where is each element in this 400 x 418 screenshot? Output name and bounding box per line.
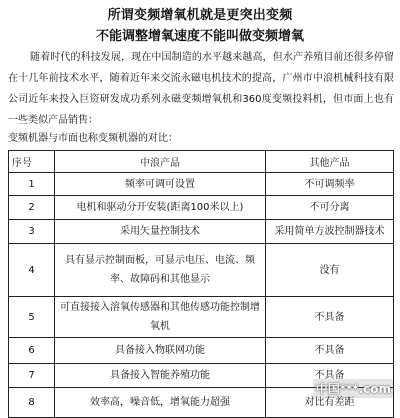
header-ours: 中浪产品 xyxy=(55,151,266,173)
table-row xyxy=(9,196,394,220)
row-index: 5 xyxy=(9,297,55,338)
comparison-intro: 变频机器与市面也称变频机器的对比： xyxy=(8,133,178,144)
ours-cell: 可直接接入溶氧传感器和其他传感功能控制增氧机 xyxy=(55,297,266,338)
row-index: 4 xyxy=(9,244,55,297)
theirs-cell: 不可分离 xyxy=(266,196,394,220)
theirs-cell: 不具备 xyxy=(266,297,394,338)
theirs-cell: 不具备 xyxy=(266,338,394,364)
site-watermark: 中国***.com xyxy=(313,379,394,398)
ours-cell: 效率高，噪音低，增氧能力超强 xyxy=(55,388,266,418)
theirs-cell: 不具备 xyxy=(266,364,394,388)
ours-cell: 采用矢量控制技术 xyxy=(55,220,266,244)
row-index: 2 xyxy=(9,196,55,220)
theirs-cell: 对比有差距 xyxy=(266,388,394,418)
table-row xyxy=(9,173,394,196)
header-theirs: 其他产品 xyxy=(266,151,394,173)
theirs-cell: 采用简单方波控制器技术 xyxy=(266,220,394,244)
intro-paragraph: 随着时代的科技发展，现在中国制造的水平越来越高，但水产养殖目前还很多停留在十几年前技术水平，随着近年来交流永磁电机技术的提高，广州市中浪机械科技有限公司近年来投入巨资研发成功系列永磁变频增氧机和360度变频投料机，但市面上也有一些类似产品销售： xyxy=(8,52,394,126)
theirs-cell: 不可调频率 xyxy=(266,173,394,196)
row-index: 1 xyxy=(9,173,55,196)
row-index: 3 xyxy=(9,220,55,244)
document-title: 所谓变频增氧机就是更突出变频 xyxy=(107,8,293,23)
table-row xyxy=(9,220,394,244)
row-index: 8 xyxy=(9,388,55,418)
document-subtitle: 不能调整增氧速度不能叫做变频增氧 xyxy=(95,29,304,44)
row-index: 6 xyxy=(9,338,55,364)
table-header-row xyxy=(9,151,394,173)
row-index: 7 xyxy=(9,364,55,388)
ours-cell: 具备接入物联网功能 xyxy=(55,338,266,364)
ours-cell: 频率可调可设置 xyxy=(55,173,266,196)
ours-cell: 电机和驱动分开安装(距离100米以上) xyxy=(55,196,266,220)
table-row xyxy=(9,297,394,338)
comparison-table xyxy=(8,150,394,418)
header-index: 序号 xyxy=(9,151,55,173)
table-row xyxy=(9,338,394,364)
theirs-cell: 没有 xyxy=(266,244,394,297)
ours-cell: 具有显示控制面板，可显示电压、电流、频率、故障码和其他显示 xyxy=(55,244,266,297)
table-row xyxy=(9,244,394,297)
ours-cell: 具备接入智能养殖功能 xyxy=(55,364,266,388)
